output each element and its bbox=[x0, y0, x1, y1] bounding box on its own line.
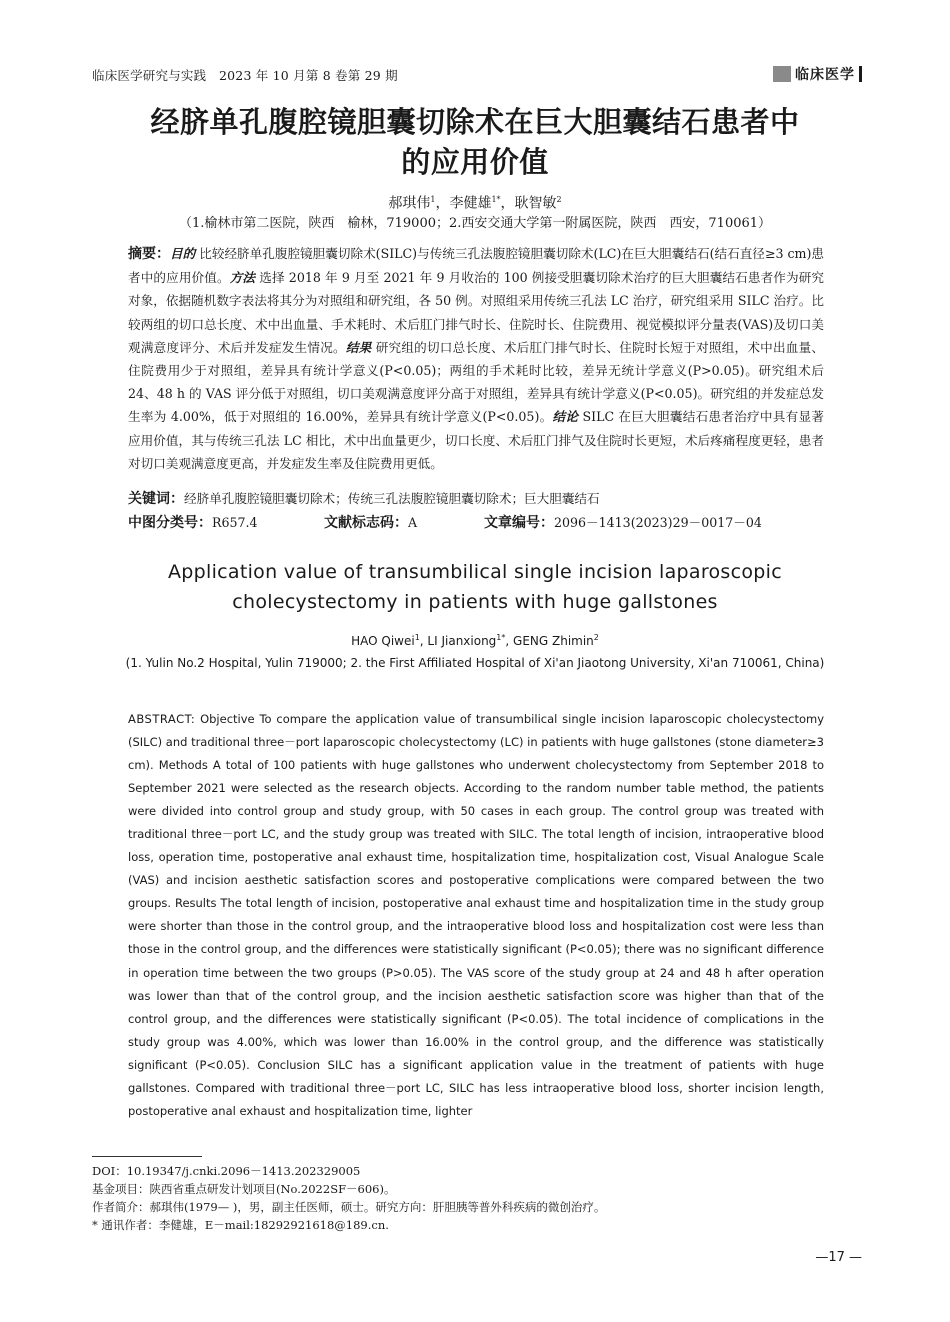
doc-value: A bbox=[408, 515, 418, 530]
page-number: —17 — bbox=[815, 1250, 862, 1265]
footnote-fund: 基金项目：陕西省重点研发计划项目(No.2022SF－606)。 bbox=[92, 1182, 396, 1196]
title-english bbox=[90, 557, 860, 617]
author-3-affil: 2 bbox=[556, 195, 562, 204]
section-tag bbox=[773, 64, 862, 84]
keywords-text: 经脐单孔腹腔镜胆囊切除术；传统三孔法腹腔镜胆囊切除术；巨大胆囊结石 bbox=[184, 491, 600, 506]
authors-chinese bbox=[90, 190, 860, 214]
results-text: 研究组的切口总长度、术后肛门排气时长、住院时长短于对照组，术中出血量、住院费用少于对照组，差异具有统计学意义(P<0.05)；两组的手术耗时比较，差异无统计学意义(P>0.05)。研究组术后 24、48 h 的 VAS 评分低于对照组，切口美观满意度评分高于对照组，差异具有统计学意义(P<0.05)。研究组的并发症总发生率为 4.00%，低于对照组的 16.00%，差异具有统计学意义(P<0.05)。 bbox=[128, 339, 825, 425]
abstract-cn-label: 摘要： bbox=[128, 246, 171, 262]
title-cn-line-2: 的应用价值 bbox=[401, 145, 549, 179]
author-2: 李健雄 bbox=[449, 195, 492, 212]
author-en-1: HAO Qiwei bbox=[351, 634, 415, 648]
author-1: 郝琪伟 bbox=[388, 195, 431, 212]
author-en-1-affil: 1 bbox=[414, 633, 420, 642]
abstract-chinese bbox=[128, 242, 824, 475]
author-en-3: GENG Zhimin bbox=[513, 634, 594, 648]
affiliation-english: (1. Yulin No.2 Hospital, Yulin 719000; 2. the First Affiliated Hospital of Xi'an Jiaotong University, Xi'an 710061, China) bbox=[125, 656, 825, 670]
methods-label: 方法 bbox=[229, 270, 256, 286]
article-value: 2096－1413(2023)29－0017－04 bbox=[554, 515, 762, 530]
title-chinese bbox=[90, 102, 860, 182]
clc-value: R657.4 bbox=[212, 515, 258, 530]
footnote-doi: DOI：10.19347/j.cnki.2096－1413.202329005 bbox=[92, 1164, 361, 1178]
author-sep-2: ， bbox=[500, 195, 515, 212]
objective-label: 目的 bbox=[170, 246, 196, 261]
methods-text: 选择 2018 年 9 月至 2021 年 9 月收治的 100 例接受胆囊切除术治疗的巨大胆囊结石患者作为研究对象，依据随机数字表法将其分为对照组和研究组，各 50 例。对照组采用传统三孔法 LC 治疗，研究组采用 SILC 治疗。比较两组的切口总长度、术中出血量、手术耗时、术后肛门排气时长、住院时长、住院费用、视觉模拟评分量表(VAS)及切口美观满意度评分、术后并发症发生情况。 bbox=[128, 270, 825, 355]
doc-code bbox=[324, 512, 417, 534]
author-2-affil: 1* bbox=[491, 195, 501, 204]
title-en-line-1: Application value of transumbilical single incision laparoscopic bbox=[167, 561, 782, 583]
authors-english bbox=[90, 628, 860, 651]
clc-label: 中图分类号： bbox=[128, 515, 212, 531]
abstract-en-text: Objective To compare the application value of transumbilical single incision laparoscopic cholecystectomy (SILC) and traditional three－port laparoscopic cholecystectomy (LC) in patients with huge gallstones (stone diameter≥3 cm). Methods A total of 100 patients with huge gallstones who underwent cholecystectomy from September 2018 to September 2021 were selected as the research objects. According to the random number table method, the patients were divided into control group and study group, with 50 cases in each group. The control group was treated with traditional three－port LC, and the study group was treated with SILC. The total length of incision, intraoperative blood loss, operation time, postoperative anal exhaust time, hospitalization time, hospitalization cost, Visual Analogue Scale (VAS) and incision aesthetic satisfaction scores and postoperative complications were compared between the two groups. Results The total length of incision, postoperative anal exhaust time and hospitalization time in the study group were shorter than those in the control group, and the intraoperative blood loss and hospitalization cost were less than those in the control group, and the differences were statistically significant (P<0.05); there was no significant difference in operation time between the two groups (P>0.05). The VAS score of the study group at 24 and 48 h after operation was lower than that of the control group, and the incision aesthetic satisfaction score was higher than that of the control group, and the differences were statistically significant (P<0.05). The total incidence of complications in the study group was 4.00%, which was lower than 16.00% in the control group, and the difference was statistically significant (P<0.05). Conclusion SILC has a significant application value in the treatment of patients with huge gallstones. Compared with traditional three－port LC, SILC has less intraoperative blood loss, shorter incision length, postoperative anal exhaust and hospitalization time, lighter bbox=[128, 712, 825, 1118]
conclusion-text: SILC 在巨大胆囊结石患者治疗中具有显著应用价值，其与传统三孔法 LC 相比，术中出血量更少，切口长度、术后肛门排气及住院时长更短，术后疼痛程度更轻，患者对切口美观满意度更高，并发症发生率及住院费用更低。 bbox=[128, 409, 824, 471]
article-number bbox=[484, 512, 762, 534]
section-name: 临床医学 bbox=[795, 67, 855, 83]
keywords-chinese bbox=[128, 488, 824, 510]
abstract-english bbox=[128, 708, 824, 1123]
abstract-en-label: ABSTRACT: bbox=[128, 712, 196, 726]
footnote-author: 作者简介：郝琪伟(1979— )，男，副主任医师，硕士。研究方向：肝胆胰等普外科疾病的微创治疗。 bbox=[92, 1200, 606, 1214]
classification-row bbox=[128, 512, 824, 534]
author-3: 耿智敏 bbox=[514, 195, 557, 212]
clc-code bbox=[128, 512, 258, 534]
author-en-3-affil: 2 bbox=[593, 633, 599, 642]
results-label: 结果 bbox=[345, 339, 372, 355]
footnote-divider bbox=[92, 1156, 202, 1157]
section-end-bar-icon bbox=[859, 66, 862, 82]
journal-info: 临床医学研究与实践 2023 年 10 月第 8 卷第 29 期 bbox=[92, 68, 398, 83]
section-bar-icon bbox=[773, 66, 791, 82]
footnote-corresponding: * 通讯作者：李健雄，E－mail:18292921618@189.cn. bbox=[92, 1218, 389, 1232]
footnotes bbox=[92, 1162, 852, 1234]
conclusion-label: 结论 bbox=[552, 409, 579, 425]
affiliation-chinese: （1.榆林市第二医院，陕西 榆林，719000；2.西安交通大学第一附属医院，陕西 西安，710061） bbox=[178, 216, 772, 231]
title-cn-line-1: 经脐单孔腹腔镜胆囊切除术在巨大胆囊结石患者中 bbox=[150, 105, 800, 139]
author-en-2: LI Jianxiong bbox=[427, 634, 497, 648]
doc-label: 文献标志码： bbox=[324, 515, 408, 531]
author-en-2-affil: 1* bbox=[496, 633, 506, 642]
author-1-affil: 1 bbox=[430, 195, 436, 204]
author-en-sep-1: , bbox=[419, 634, 428, 648]
page-header bbox=[92, 64, 862, 84]
article-label: 文章编号： bbox=[484, 515, 554, 531]
author-en-sep-2: , bbox=[505, 634, 514, 648]
author-sep-1: ， bbox=[435, 195, 450, 212]
title-en-line-2: cholecystectomy in patients with huge gallstones bbox=[232, 591, 718, 613]
objective-text: 比较经脐单孔腹腔镜胆囊切除术(SILC)与传统三孔法腹腔镜胆囊切除术(LC)在巨大胆囊结石(结石直径≥3 cm)患者中的应用价值。 bbox=[128, 246, 824, 286]
keywords-label: 关键词： bbox=[128, 491, 184, 507]
